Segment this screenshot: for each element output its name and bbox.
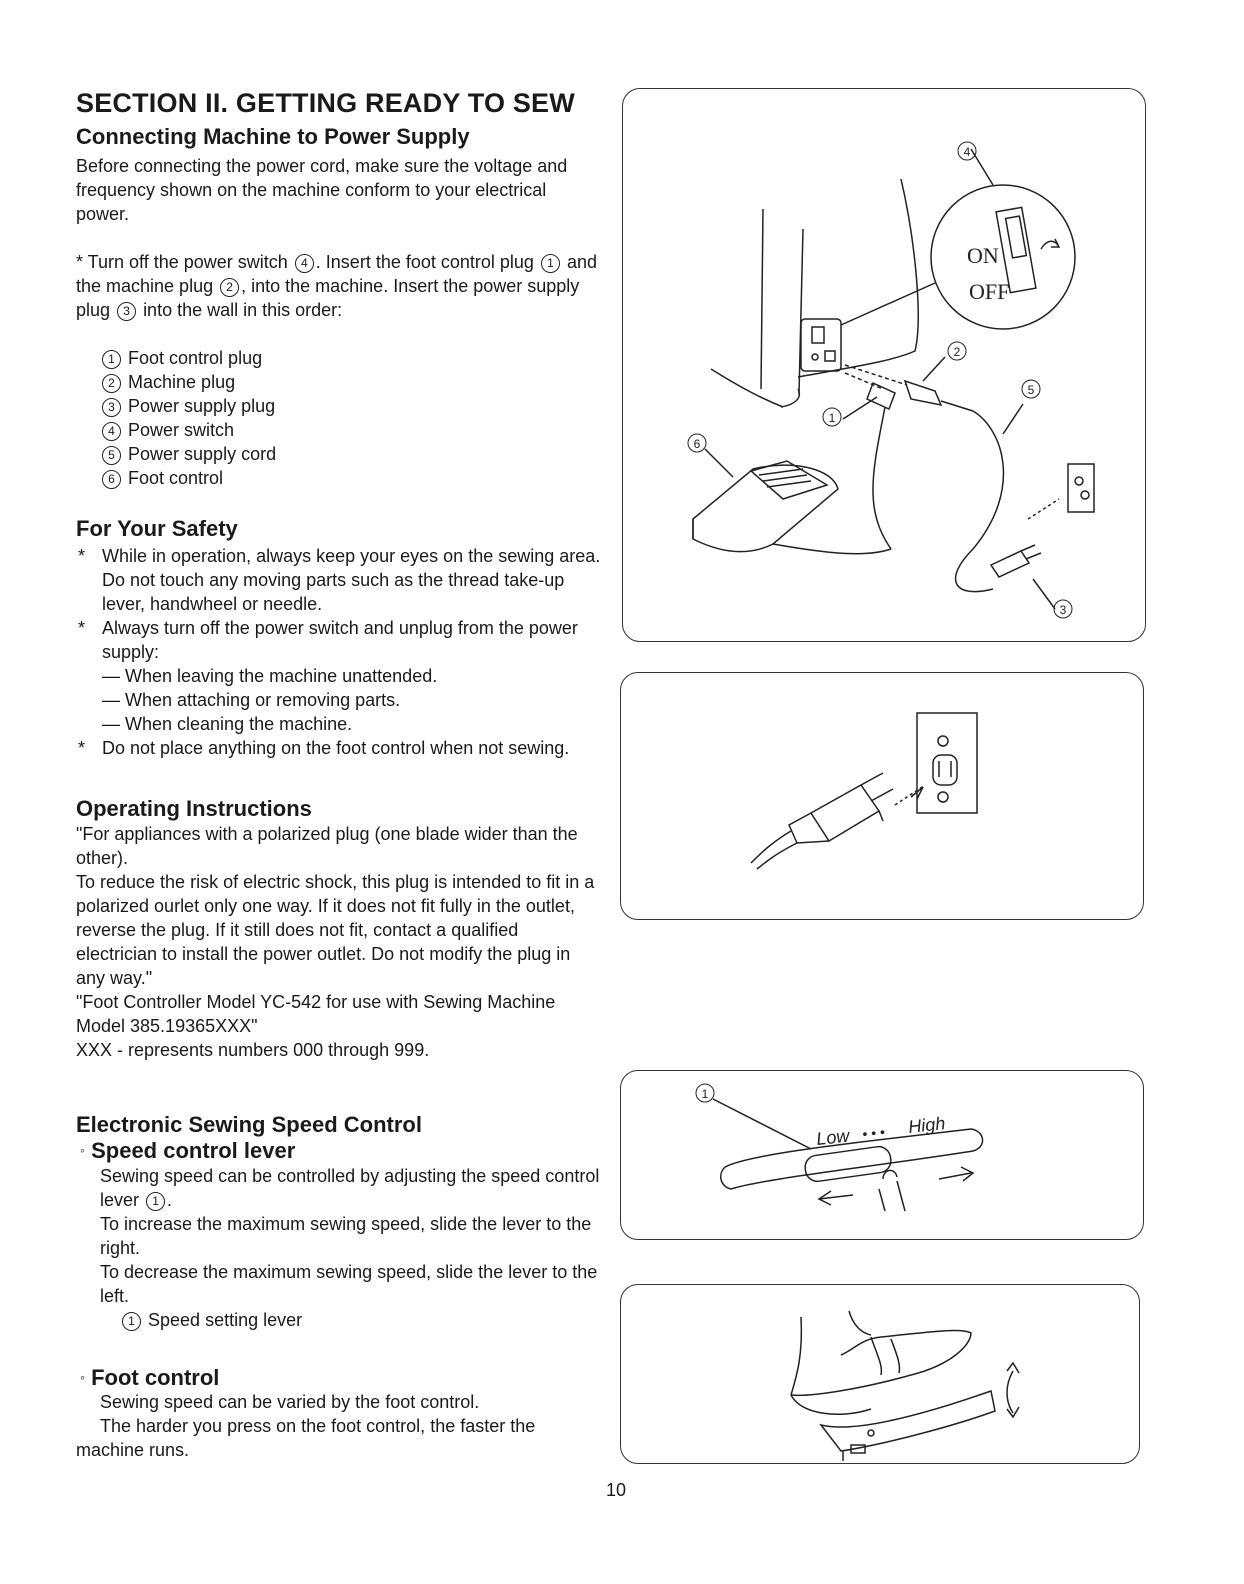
ref-2: 2 [220, 278, 239, 297]
foot-p2: The harder you press on the foot control, the faster the machine runs. [76, 1416, 536, 1460]
power-instr-4: , into the machine. Insert the power supply plug [76, 276, 580, 320]
safety-list [76, 544, 601, 760]
lever-heading-text: Speed control lever [91, 1138, 296, 1163]
legend-num: 1 [102, 350, 121, 369]
legend-label: Power switch [128, 420, 235, 440]
safety-dash: — When cleaning the machine. [102, 714, 353, 734]
fig-num-4: 4 [963, 145, 971, 159]
legend-label: Foot control plug [128, 348, 263, 368]
legend-num: 2 [102, 374, 121, 393]
safety-bullet: * Always turn off the power switch and unplug from the power supply: [78, 618, 578, 662]
power-connection-figure [622, 88, 1146, 642]
legend-item [100, 370, 500, 394]
operating-p3: "Foot Controller Model YC-542 for use with Sewing Machine Model 385.19365XXX" [76, 992, 556, 1036]
safety-dash: — When attaching or removing parts. [102, 690, 401, 710]
fig-num-1: 1 [701, 1087, 709, 1101]
fig-num-2: 2 [953, 345, 961, 359]
power-intro: Before connecting the power cord, make sure the voltage and frequency shown on the machine conform to your electrical power. [76, 156, 568, 224]
foot-heading-text: Foot control [91, 1365, 220, 1390]
safety-heading: For Your Safety [76, 516, 238, 541]
section-title: SECTION II. GETTING READY TO SEW [76, 88, 575, 118]
speed-heading: Electronic Sewing Speed Control [76, 1112, 422, 1137]
legend-label: Power supply cord [128, 444, 277, 464]
fig-num-1: 1 [828, 411, 836, 425]
legend-num: 4 [102, 422, 121, 441]
lever-heading: ◦ Speed control lever [80, 1138, 296, 1163]
legend-num: 5 [102, 446, 121, 465]
ref-3: 3 [117, 302, 136, 321]
fig-num-5: 5 [1027, 383, 1035, 397]
ref-4: 4 [295, 254, 314, 273]
foot-heading: ◦ Foot control [80, 1365, 220, 1390]
speed-low-label: Low [815, 1125, 851, 1149]
legend-label: Machine plug [128, 372, 236, 392]
lever-p3: To decrease the maximum sewing speed, slide the lever to the left. [100, 1262, 598, 1306]
foot-control-figure [620, 1284, 1140, 1464]
fig-num-3: 3 [1059, 603, 1067, 617]
lever-p1: Sewing speed can be controlled by adjusting the speed control lever 1 . [100, 1166, 600, 1210]
legend-label: Foot control [128, 468, 224, 488]
fig-num-6: 6 [693, 437, 701, 451]
polarized-plug-figure [620, 672, 1144, 920]
speed-lever-figure [620, 1070, 1144, 1240]
operating-heading: Operating Instructions [76, 796, 312, 821]
legend-num: 6 [102, 470, 121, 489]
power-instr-5: into the wall in this order: [143, 300, 343, 320]
legend-item [100, 394, 500, 418]
legend-label: Power supply plug [128, 396, 276, 416]
power-instr-2: . Insert the foot control plug [315, 252, 534, 272]
safety-bullet-text: Always turn off the power switch and unplug from the power supply: [102, 618, 578, 662]
ref-1: 1 [541, 254, 560, 273]
safety-dash: — When leaving the machine unattended. [102, 666, 438, 686]
operating-text [76, 822, 601, 1062]
lever-text [100, 1164, 600, 1332]
power-instructions [76, 250, 601, 322]
operating-p4: XXX - represents numbers 000 through 999. [76, 1040, 430, 1060]
speed-high-label: High [907, 1113, 947, 1137]
legend-item [100, 346, 500, 370]
operating-p2: To reduce the risk of electric shock, this plug is intended to fit in a polarized ourlet only one way. If it does not fit fully in the outlet, reverse the plug. If it still does not fit, contact a qualified electrician to install the power outlet. Do not modify the plug in any way." [76, 872, 595, 988]
page-number: 10 [605, 1480, 627, 1500]
safety-bullet-text: While in operation, always keep your eyes on the sewing area. Do not touch any moving parts such as the thread take-up lever, handwheel or needle. [102, 546, 601, 614]
lever-p2: To increase the maximum sewing speed, slide the lever to the right. [100, 1214, 592, 1258]
power-instr-3: and the machine plug [76, 252, 598, 296]
legend-label: Speed setting lever [148, 1310, 303, 1330]
parts-legend [100, 346, 500, 490]
legend-item [100, 442, 500, 466]
power-instr-1: * Turn off the power switch [76, 252, 288, 272]
power-heading: Connecting Machine to Power Supply [76, 124, 470, 149]
foot-text [76, 1390, 600, 1462]
operating-p1: "For appliances with a polarized plug (one blade wider than the other). [76, 824, 578, 868]
switch-off-label: OFF [969, 279, 1010, 304]
safety-bullet-text: Do not place anything on the foot control when not sewing. [102, 738, 570, 758]
foot-p1: Sewing speed can be varied by the foot control. [100, 1392, 480, 1412]
legend-num: 1 [122, 1312, 141, 1331]
lever-p1-text: Sewing speed can be controlled by adjusting the speed control lever [100, 1166, 600, 1210]
ref-1: 1 [146, 1192, 165, 1211]
safety-bullet: * Do not place anything on the foot control when not sewing. [78, 738, 570, 758]
legend-item [100, 418, 500, 442]
switch-on-label: ON [967, 243, 999, 268]
legend-num: 3 [102, 398, 121, 417]
safety-bullet: * While in operation, always keep your eyes on the sewing area. Do not touch any moving parts such as the thread take-up lever, handwheel or needle. [78, 546, 601, 614]
speed-dots: • • • [861, 1123, 886, 1142]
legend-item [100, 466, 500, 490]
lever-legend [100, 1308, 600, 1332]
